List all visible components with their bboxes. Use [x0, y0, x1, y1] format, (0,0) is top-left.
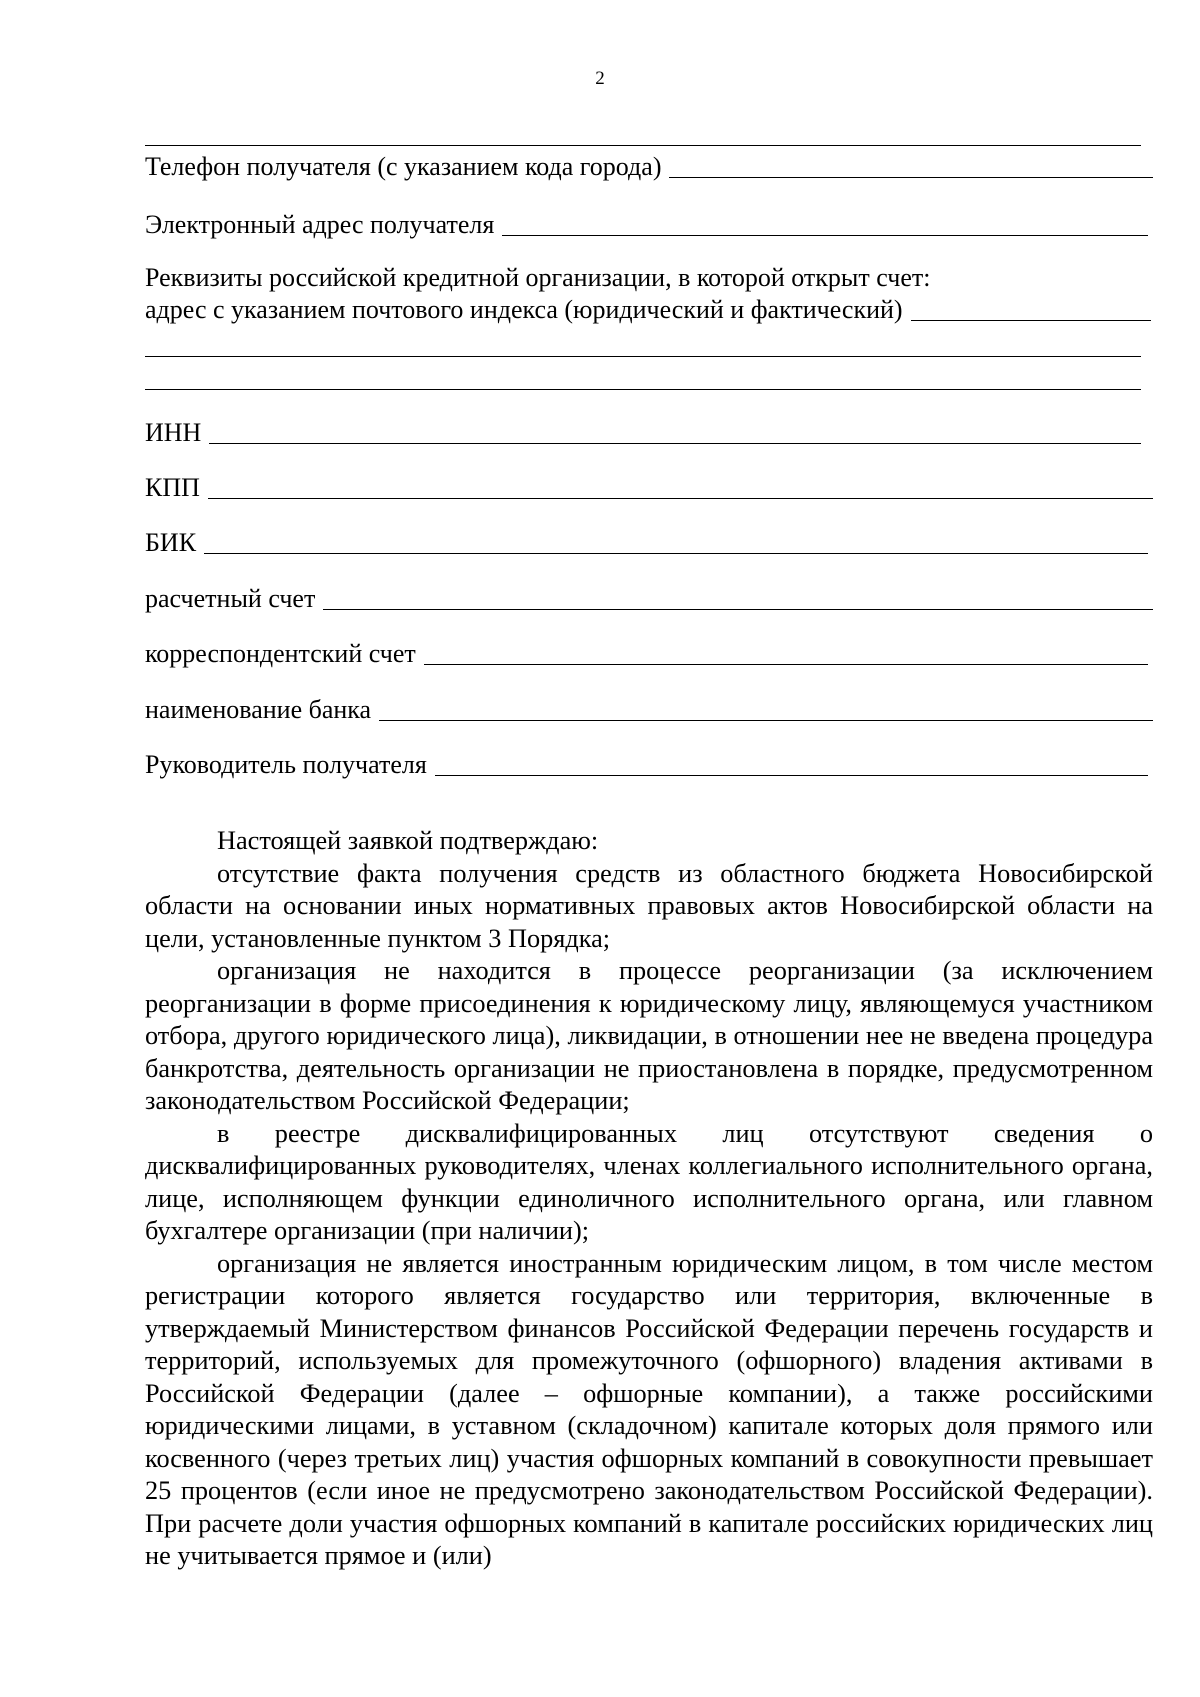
head-label: Руководитель получателя	[145, 750, 427, 779]
bank-name-field[interactable]	[145, 693, 1153, 725]
bank-details-heading: Реквизиты российской кредитной организации, в которой открыт счет:	[145, 263, 931, 292]
email-input-line[interactable]	[502, 209, 1148, 236]
phone-field[interactable]	[145, 150, 1153, 182]
confirmation-text	[145, 825, 1153, 1573]
email-label: Электронный адрес получателя	[145, 210, 495, 239]
bik-field[interactable]	[145, 526, 1148, 558]
confirmation-paragraph: в реестре дисквалифицированных лиц отсутствуют сведения о дисквалифицированных руководителях, членах коллегиального исполнительного органа, лице, исполняющем функции единоличного исполнительного органа, или главном бухгалтере организации (при наличии);	[145, 1118, 1153, 1245]
inn-field[interactable]	[145, 416, 1141, 448]
bank-name-input-line[interactable]	[379, 694, 1153, 721]
bank-address-line-2[interactable]	[145, 356, 1141, 357]
head-input-line[interactable]	[435, 749, 1148, 776]
confirmation-intro: Настоящей заявкой подтверждаю:	[217, 826, 599, 855]
confirmation-paragraph: организация не находится в процессе реорганизации (за исключением реорганизации в форме присоединения к юридическому лицу, являющемуся участником отбора, другого юридического лица), ликвидации, в отношении нее не введена процедура банкротства, деятельность организации не приостановлена в порядке, предусмотренном законодательством Российской Федерации;	[145, 956, 1153, 1115]
page-number: 2	[595, 68, 605, 89]
confirmation-paragraph: организация не является иностранным юридическим лицом, в том числе местом регистрации которого является государство или территория, включенные в утверждаемый Министерством финансов Российской Федерации перечень государств и территорий, используемых для промежуточного (офшорного) владения активами в Российской Федерации (далее – офшорные компании), а также российскими юридическими лицами, в уставном (складочном) капитале которых доля прямого или косвенного (через третьих лиц) участия офшорных компаний в совокупности превышает 25 процентов (если иное не предусмотрено законодательством Российской Федерации). При расчете доли участия офшорных компаний в капитале российских юридических лиц не учитывается прямое и (или)	[145, 1248, 1153, 1570]
kpp-label: КПП	[145, 473, 200, 502]
bank-address-field[interactable]	[145, 293, 1151, 325]
top-blank-line[interactable]	[145, 145, 1141, 146]
bik-label: БИК	[145, 528, 197, 557]
head-field[interactable]	[145, 748, 1148, 780]
email-field[interactable]	[145, 208, 1148, 240]
inn-label: ИНН	[145, 418, 202, 447]
kpp-input-line[interactable]	[208, 472, 1153, 499]
settlement-account-field[interactable]	[145, 582, 1153, 614]
correspondent-account-field[interactable]	[145, 637, 1148, 669]
bank-name-label: наименование банка	[145, 695, 372, 724]
bik-input-line[interactable]	[204, 527, 1148, 554]
phone-input-line[interactable]	[669, 151, 1153, 178]
confirmation-paragraph: отсутствие факта получения средств из областного бюджета Новосибирской области на основании иных нормативных правовых актов Новосибирской области на цели, установленные пунктом 3 Порядка;	[145, 858, 1153, 953]
kpp-field[interactable]	[145, 471, 1153, 503]
bank-address-line-3[interactable]	[145, 389, 1141, 390]
bank-address-input-line[interactable]	[911, 294, 1151, 321]
settlement-account-label: расчетный счет	[145, 584, 316, 613]
settlement-account-input-line[interactable]	[323, 583, 1153, 610]
inn-input-line[interactable]	[209, 417, 1141, 444]
bank-address-label: адрес с указанием почтового индекса (юридический и фактический)	[145, 295, 903, 324]
phone-label: Телефон получателя (с указанием кода города)	[145, 152, 662, 181]
correspondent-account-input-line[interactable]	[424, 638, 1148, 665]
correspondent-account-label: корреспондентский счет	[145, 639, 416, 668]
